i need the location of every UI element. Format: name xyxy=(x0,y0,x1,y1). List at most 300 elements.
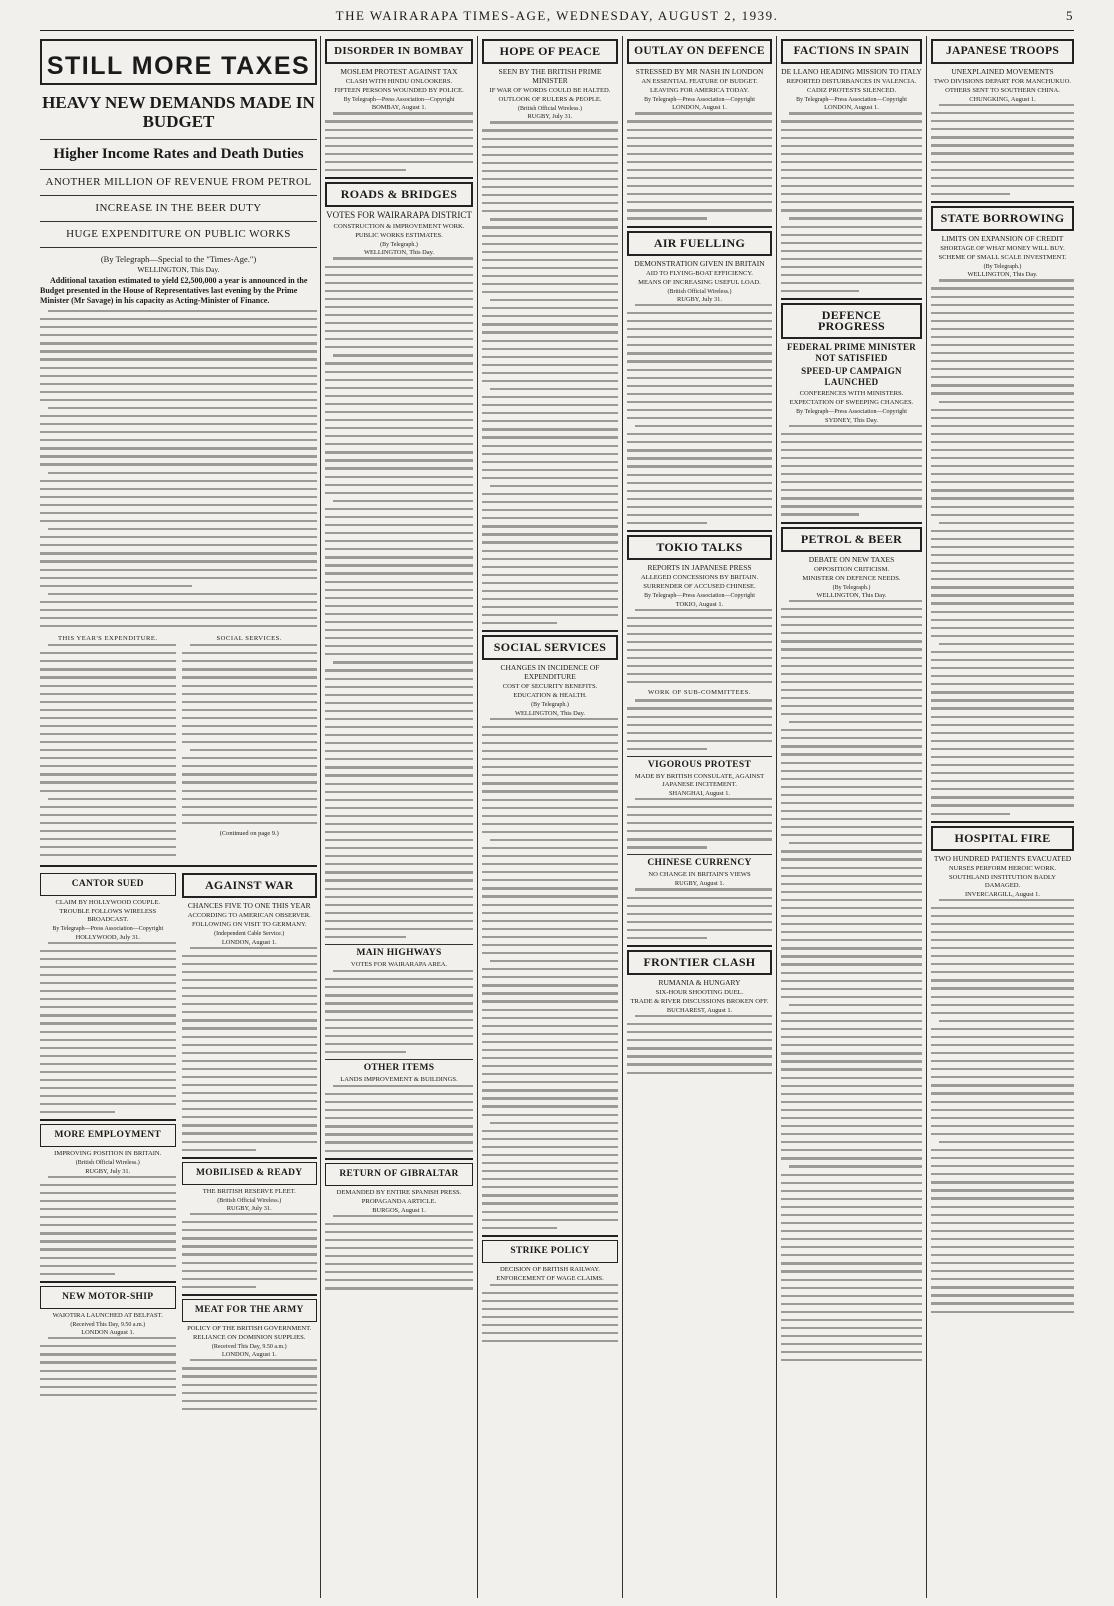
text-line xyxy=(182,741,318,743)
section-divider xyxy=(40,865,317,867)
frontier-dateline: BUCHAREST, August 1. xyxy=(666,1007,733,1015)
text-line xyxy=(182,1237,318,1239)
war-title: AGAINST WAR xyxy=(204,878,294,893)
text-line xyxy=(325,1101,473,1103)
defence-credit: By Telegraph—Press Association—Copyright xyxy=(796,409,907,416)
text-line xyxy=(40,660,176,662)
text-line xyxy=(182,995,318,997)
text-line xyxy=(931,756,1074,758)
text-line xyxy=(325,1035,473,1037)
tokio-dateline: TOKIO, August 1. xyxy=(675,600,724,608)
text-line xyxy=(781,290,859,292)
text-line xyxy=(48,1176,176,1178)
text-line xyxy=(182,1044,318,1046)
petrol-headline-box xyxy=(781,527,922,552)
outlay-headline-box xyxy=(627,39,772,64)
text-line xyxy=(325,1109,473,1111)
text-line xyxy=(182,1253,318,1255)
defence-title: DEFENCE PROGRESS xyxy=(817,308,886,334)
text-line xyxy=(781,153,922,155)
subhead-social-services: SOCIAL SERVICES. xyxy=(216,635,282,643)
strike-deck-2: ENFORCEMENT OF WAGE CLAIMS. xyxy=(496,1274,604,1282)
text-line xyxy=(482,750,618,752)
text-line xyxy=(482,1211,618,1213)
text-line xyxy=(325,645,473,647)
cantor-deck-2: TROUBLE FOLLOWS WIRELESS BROADCAST. xyxy=(59,908,157,924)
text-line xyxy=(627,360,772,362)
text-line xyxy=(482,235,618,237)
text-line xyxy=(627,641,772,643)
text-line xyxy=(40,512,317,514)
text-line xyxy=(627,393,772,395)
text-line xyxy=(325,783,473,785)
text-line xyxy=(182,1408,318,1410)
text-line xyxy=(931,651,1074,653)
text-line xyxy=(627,748,707,750)
bombay-title: DISORDER IN BOMBAY xyxy=(334,45,464,57)
text-line xyxy=(789,112,922,114)
text-line xyxy=(781,1093,922,1095)
text-line xyxy=(781,513,859,515)
japanese-deck-3: OTHERS SENT TO SOUTHERN CHINA. xyxy=(945,87,1060,94)
text-line xyxy=(482,1000,618,1002)
text-line xyxy=(490,121,618,123)
section-divider xyxy=(781,298,922,300)
text-line xyxy=(931,449,1074,451)
borrowing-dateline: WELLINGTON, This Day. xyxy=(967,271,1038,279)
airfuel-deck-3: MEANS OF INCREASING USEFUL LOAD. xyxy=(638,278,761,286)
text-line xyxy=(781,1044,922,1046)
text-line xyxy=(931,128,1074,130)
text-line xyxy=(781,1157,922,1159)
text-line xyxy=(931,740,1074,742)
text-line xyxy=(482,477,618,479)
text-line xyxy=(325,290,473,292)
text-line xyxy=(182,1116,318,1118)
text-line xyxy=(325,936,406,938)
text-line xyxy=(627,352,772,354)
text-line xyxy=(482,461,618,463)
text-line xyxy=(325,758,473,760)
text-line xyxy=(781,867,922,869)
text-line xyxy=(40,974,176,976)
text-line xyxy=(182,1141,318,1143)
text-line xyxy=(482,904,618,906)
text-line xyxy=(482,855,618,857)
gibraltar-deck: DEMANDED BY ENTIRE SPANISH PRESS. xyxy=(336,1188,462,1196)
text-line xyxy=(182,987,318,989)
war-deck: CHANCES FIVE TO ONE THIS YEAR xyxy=(187,901,311,911)
outlay-dateline: LONDON, August 1. xyxy=(672,104,727,112)
text-line xyxy=(781,729,922,731)
text-line xyxy=(482,1202,618,1204)
text-line xyxy=(482,879,618,881)
text-line xyxy=(781,1351,922,1353)
war-deck-3: FOLLOWING ON VISIT TO GERMANY. xyxy=(191,921,307,929)
text-line xyxy=(931,764,1074,766)
text-line xyxy=(627,740,772,742)
text-line xyxy=(781,137,922,139)
text-line xyxy=(627,1055,772,1057)
text-line xyxy=(48,310,317,312)
text-line xyxy=(482,412,618,414)
text-line xyxy=(325,443,473,445)
text-line xyxy=(482,1178,618,1180)
text-line xyxy=(781,1028,922,1030)
text-line xyxy=(789,600,922,602)
currency-dateline: RUGBY, August 1. xyxy=(674,880,725,888)
text-line xyxy=(325,920,473,922)
text-line xyxy=(789,425,922,427)
text-line xyxy=(781,689,922,691)
motorship-headline-box xyxy=(40,1286,176,1309)
peace-headline-box xyxy=(482,39,618,64)
text-line xyxy=(931,1278,1074,1280)
text-line xyxy=(48,1337,176,1339)
text-line xyxy=(482,1089,618,1091)
text-line xyxy=(482,453,618,455)
text-line xyxy=(781,810,922,812)
text-line xyxy=(325,863,473,865)
text-line xyxy=(781,1270,922,1272)
text-line xyxy=(325,879,473,881)
text-line xyxy=(627,169,772,171)
airfuel-title: AIR FUELLING xyxy=(653,235,746,250)
text-line xyxy=(40,838,176,840)
text-line xyxy=(325,1027,473,1029)
text-line xyxy=(182,725,318,727)
text-line xyxy=(182,806,318,808)
text-line xyxy=(482,758,618,760)
text-line xyxy=(482,501,618,503)
text-line xyxy=(931,177,1074,179)
text-line xyxy=(781,169,922,171)
text-line xyxy=(482,436,618,438)
text-line xyxy=(482,340,618,342)
text-line xyxy=(781,242,922,244)
section-divider xyxy=(182,1294,318,1296)
text-line xyxy=(40,966,176,968)
text-line xyxy=(781,274,922,276)
text-line xyxy=(482,863,618,865)
text-line xyxy=(781,1222,922,1224)
text-line xyxy=(325,1117,473,1119)
text-line xyxy=(482,992,618,994)
bombay-deck-2: CLASH WITH HINDU ONLOOKERS. xyxy=(345,78,453,85)
other-deck: LANDS IMPROVEMENT & BUILDINGS. xyxy=(340,1075,458,1083)
lead-story xyxy=(40,36,317,1598)
text-line xyxy=(40,1071,176,1073)
text-line xyxy=(482,1308,618,1310)
text-line xyxy=(781,963,922,965)
text-line xyxy=(490,1284,618,1286)
peace-credit: (British Official Wireless.) xyxy=(517,106,583,112)
text-line xyxy=(627,921,772,923)
japanese-deck: UNEXPLAINED MOVEMENTS xyxy=(951,67,1054,76)
text-line xyxy=(781,1174,922,1176)
text-line xyxy=(482,920,618,922)
text-line xyxy=(627,707,772,709)
text-line xyxy=(627,153,772,155)
japanese-dateline: CHUNGKING, August 1. xyxy=(969,96,1036,103)
lead-lower-section xyxy=(40,870,317,1416)
text-line xyxy=(182,765,318,767)
text-line xyxy=(182,652,318,654)
text-line xyxy=(325,362,473,364)
text-line xyxy=(182,781,318,783)
text-line xyxy=(789,842,922,844)
text-line xyxy=(40,577,317,579)
text-line xyxy=(931,120,1074,122)
text-line xyxy=(482,307,618,309)
text-line xyxy=(40,334,317,336)
text-line xyxy=(931,1060,1074,1062)
text-line xyxy=(781,473,922,475)
text-line xyxy=(40,1273,115,1275)
text-line xyxy=(931,328,1074,330)
text-line xyxy=(931,939,1074,941)
meat-deck: POLICY OF THE BRITISH GOVERNMENT. xyxy=(187,1324,312,1332)
text-line xyxy=(40,701,176,703)
text-line xyxy=(182,1132,318,1134)
text-line xyxy=(40,1386,176,1388)
text-line xyxy=(781,802,922,804)
page-number: 5 xyxy=(1066,8,1074,23)
text-line xyxy=(482,582,618,584)
text-line xyxy=(40,488,317,490)
war-headline-box xyxy=(182,873,318,898)
text-line xyxy=(325,492,473,494)
text-line xyxy=(482,469,618,471)
text-line xyxy=(931,1125,1074,1127)
text-line xyxy=(627,681,772,683)
text-line xyxy=(40,773,176,775)
text-line xyxy=(482,259,618,261)
text-line xyxy=(40,1257,176,1259)
text-line xyxy=(931,185,1074,187)
text-line xyxy=(182,1084,318,1086)
text-line xyxy=(40,625,317,627)
text-line xyxy=(325,912,473,914)
text-line xyxy=(931,699,1074,701)
roads-deck-2: CONSTRUCTION & IMPROVEMENT WORK. xyxy=(333,223,465,231)
text-line xyxy=(40,1192,176,1194)
text-line xyxy=(627,806,772,808)
text-line xyxy=(482,1300,618,1302)
text-line xyxy=(627,369,772,371)
text-line xyxy=(931,1262,1074,1264)
peace-deck-3: OUTLOOK OF RULERS & PEOPLE. xyxy=(498,96,602,103)
text-line xyxy=(40,846,176,848)
text-line xyxy=(931,1165,1074,1167)
airfuel-deck: DEMONSTRATION GIVEN IN BRITAIN xyxy=(634,258,765,268)
text-line xyxy=(40,1063,176,1065)
text-line xyxy=(40,1394,176,1396)
text-line xyxy=(931,931,1074,933)
cantor-deck: CLAIM BY HOLLYWOOD COUPLE. xyxy=(55,899,161,907)
text-line xyxy=(482,178,618,180)
text-line xyxy=(325,129,473,131)
social-deck-2: COST OF SECURITY BENEFITS. xyxy=(502,683,598,691)
frontier-deck-2: SIX-HOUR SHOOTING DUEL. xyxy=(655,989,744,997)
roads-deck: VOTES FOR WAIRARAPA DISTRICT xyxy=(326,210,472,221)
text-line xyxy=(627,506,772,508)
text-line xyxy=(482,912,618,914)
text-line xyxy=(482,574,618,576)
text-line xyxy=(627,522,707,524)
text-line xyxy=(325,322,473,324)
text-line xyxy=(627,937,707,939)
motorship-credit: (Received This Day, 9.50 a.m.) xyxy=(70,1321,146,1328)
text-line xyxy=(48,798,176,800)
text-line xyxy=(40,822,176,824)
text-line xyxy=(40,765,176,767)
text-line xyxy=(627,185,772,187)
text-line xyxy=(482,622,557,624)
borrowing-deck-2: SHORTAGE OF WHAT MONEY WILL BUY. xyxy=(940,244,1065,252)
bombay-credit: By Telegraph—Press Association—Copyright xyxy=(343,97,455,103)
section-divider xyxy=(325,1158,473,1160)
text-line xyxy=(482,364,618,366)
text-line xyxy=(627,846,707,848)
text-line xyxy=(482,928,618,930)
text-line xyxy=(482,815,618,817)
roads-dateline: WELLINGTON, This Day. xyxy=(364,249,434,257)
text-line xyxy=(325,435,473,437)
column-6 xyxy=(931,36,1074,1598)
text-line xyxy=(482,1146,618,1148)
text-line xyxy=(482,493,618,495)
bombay-deck: MOSLEM PROTEST AGAINST TAX xyxy=(340,67,458,76)
text-line xyxy=(627,145,772,147)
text-line xyxy=(40,350,317,352)
borrowing-title: STATE BORROWING xyxy=(940,210,1065,225)
continued-note: (Continued on page 9.) xyxy=(219,829,279,837)
text-line xyxy=(482,533,618,535)
tokio-credit: By Telegraph—Press Association—Copyright xyxy=(644,593,755,600)
vigorous-deck: MADE BY BRITISH CONSULATE, AGAINST JAPANESE INCITEMENT. xyxy=(634,772,765,788)
text-line xyxy=(325,451,473,453)
text-line xyxy=(325,807,473,809)
tokio-deck-2: ALLEGED CONCESSIONS BY BRITAIN. xyxy=(640,574,759,582)
text-line xyxy=(482,291,618,293)
text-line xyxy=(482,194,618,196)
text-line xyxy=(627,514,772,516)
section-divider xyxy=(627,756,772,757)
text-line xyxy=(781,1101,922,1103)
text-line xyxy=(627,649,772,651)
text-line xyxy=(781,753,922,755)
text-line xyxy=(325,403,473,405)
section-divider xyxy=(40,247,317,248)
text-line xyxy=(40,585,192,587)
subhead-expenditure: THIS YEAR'S EXPENDITURE. xyxy=(57,635,158,643)
section-divider xyxy=(931,201,1074,203)
text-line xyxy=(931,344,1074,346)
text-line xyxy=(781,1190,922,1192)
text-line xyxy=(325,274,473,276)
text-line xyxy=(781,266,922,268)
gibraltar-title: RETURN OF GIBRALTAR xyxy=(339,1168,459,1179)
text-line xyxy=(627,465,772,467)
text-line xyxy=(482,823,618,825)
section-divider xyxy=(627,226,772,228)
text-line xyxy=(627,724,772,726)
masthead-title: THE WAIRARAPA TIMES-AGE, WEDNESDAY, AUGUST 2, 1939. xyxy=(335,8,779,23)
section-divider xyxy=(627,530,772,532)
japanese-deck-2: TWO DIVISIONS DEPART FOR MANCHUKUO. xyxy=(933,78,1072,85)
text-line xyxy=(781,681,922,683)
text-line xyxy=(333,1215,473,1217)
text-line xyxy=(40,854,176,856)
text-line xyxy=(40,685,176,687)
text-line xyxy=(931,716,1074,718)
text-line xyxy=(781,624,922,626)
text-line xyxy=(482,1227,557,1229)
text-line xyxy=(931,1149,1074,1151)
text-line xyxy=(939,1020,1074,1022)
strike-deck: DECISION OF BRITISH RAILWAY. xyxy=(500,1265,600,1273)
text-line xyxy=(931,336,1074,338)
text-line xyxy=(635,699,772,701)
hospital-headline-box xyxy=(931,826,1074,851)
text-line xyxy=(40,399,317,401)
text-line xyxy=(325,686,473,688)
text-line xyxy=(48,644,176,646)
peace-deck: SEEN BY THE BRITISH PRIME MINISTER xyxy=(498,67,602,85)
text-line xyxy=(482,598,618,600)
lead-dateline: WELLINGTON, This Day. xyxy=(137,265,220,274)
text-line xyxy=(40,544,317,546)
text-line xyxy=(931,1173,1074,1175)
text-line xyxy=(482,1097,618,1099)
text-line xyxy=(627,498,772,500)
text-line xyxy=(182,757,318,759)
text-line xyxy=(789,217,922,219)
text-line xyxy=(931,433,1074,435)
text-line xyxy=(931,772,1074,774)
text-line xyxy=(482,766,618,768)
text-line xyxy=(40,504,317,506)
text-line xyxy=(182,1262,318,1264)
text-line xyxy=(490,1122,618,1124)
mobilised-title: MOBILISED & READY xyxy=(196,1167,303,1178)
text-line xyxy=(325,282,473,284)
text-line xyxy=(781,673,922,675)
section-divider xyxy=(931,821,1074,823)
text-line xyxy=(931,161,1074,163)
text-line xyxy=(781,915,922,917)
text-line xyxy=(182,709,318,711)
text-line xyxy=(781,608,922,610)
text-line xyxy=(781,786,922,788)
text-line xyxy=(182,1270,318,1272)
japanese-title: JAPANESE TROOPS xyxy=(945,45,1060,57)
text-line xyxy=(627,201,772,203)
text-line xyxy=(627,633,772,635)
text-line xyxy=(781,996,922,998)
text-line xyxy=(931,1133,1074,1135)
peace-title: HOPE OF PEACE xyxy=(499,44,601,58)
motorship-deck: WAIOTIRA LAUNCHED AT BELFAST. xyxy=(52,1311,163,1319)
text-line xyxy=(931,1004,1074,1006)
text-line xyxy=(781,441,922,443)
text-line xyxy=(182,701,318,703)
section-divider xyxy=(40,1281,176,1283)
text-line xyxy=(627,1072,772,1074)
text-line xyxy=(931,425,1074,427)
outlay-title: OUTLAY ON DEFENCE xyxy=(634,45,765,57)
